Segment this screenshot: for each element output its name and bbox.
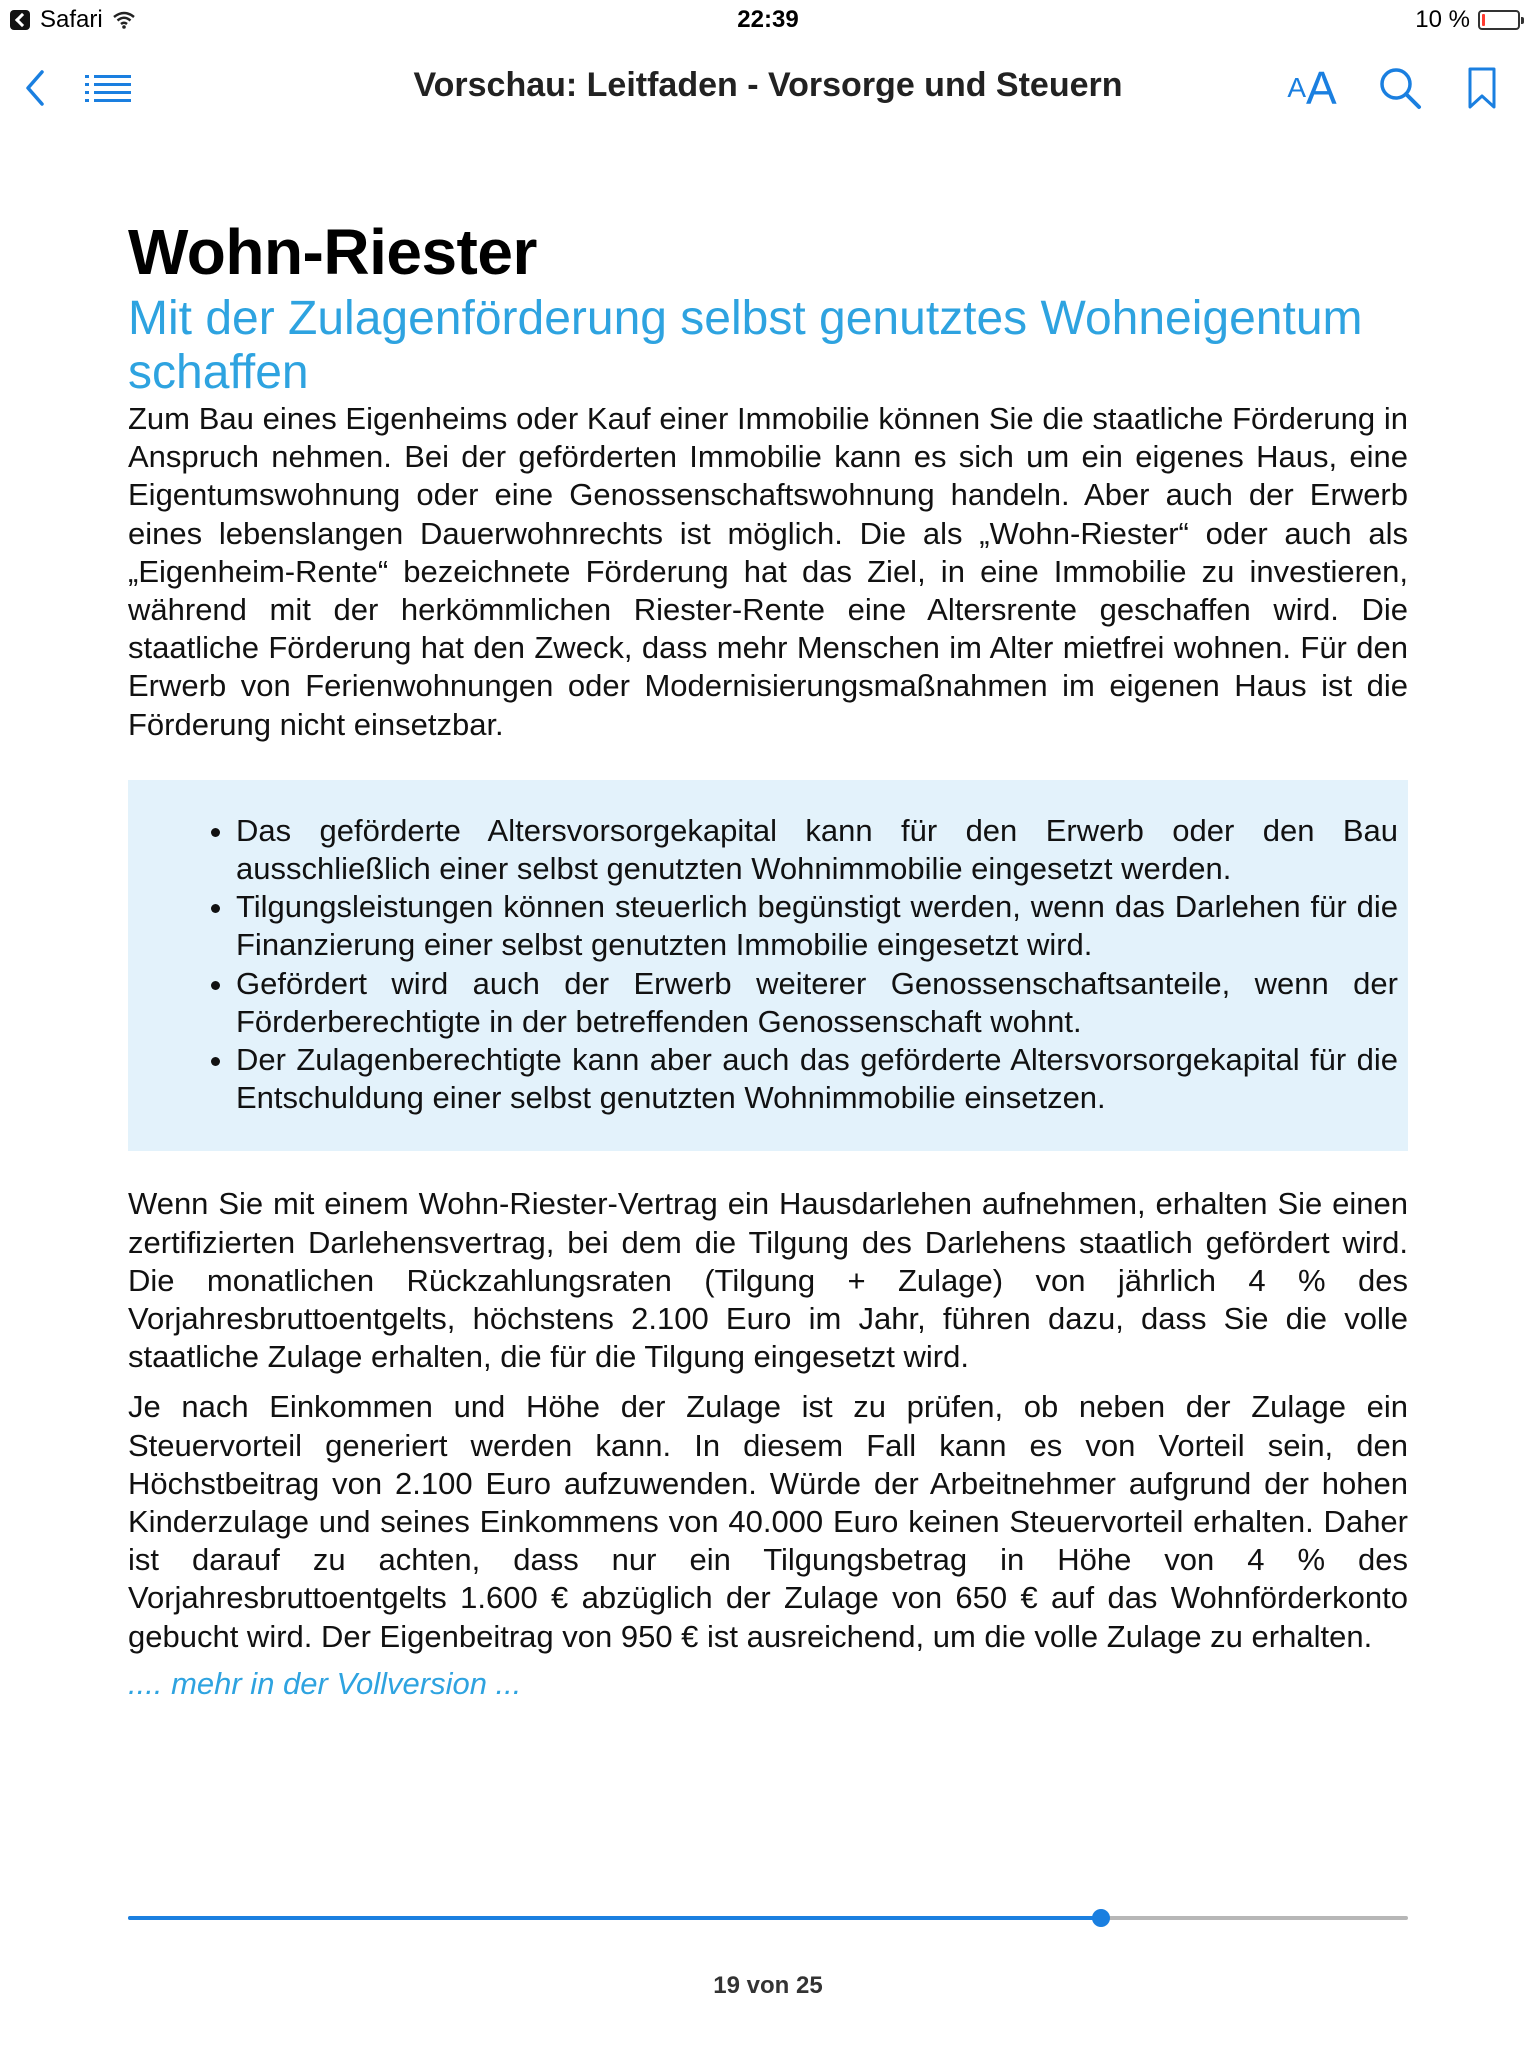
info-box — [128, 780, 1408, 1152]
search-button[interactable] — [1370, 58, 1430, 118]
article-title: Wohn-Riester — [128, 216, 537, 288]
bookmark-icon — [1468, 67, 1496, 109]
battery-status — [1415, 6, 1520, 34]
status-time: 22:39 — [737, 6, 799, 33]
article-subtitle: Mit der Zulagenförderung selbst genutztes Wohneigentum schaffen — [128, 292, 1363, 399]
body-paragraph: Je nach Einkommen und Höhe der Zulage ist zu prüfen, ob neben der Zulage ein Steuervorteil generiert werden kann. In diesem Fall kann es von Vorteil sein, den Höchstbeitrag von 2.100 Euro aufzuwenden. Würde der Arbeitnehmer aufgrund der hohen Kinderzulage und seines Einkommens von 40.000 Euro keinen Steuervorteil erhalten. Daher ist darauf zu achten, dass nur ein Tilgungsbetrag in Höhe von 4 % des Vorjahresbruttoentgelts 1.600 € abzüglich der Zulage von 650 € auf das Wohnförderkonto gebucht wird. Der Eigenbeitrag von 950 € ist ausreichend, um die volle Zulage zu erhalten. — [128, 1389, 1408, 1654]
font-size-small-label: A — [1287, 72, 1306, 103]
article — [128, 212, 1408, 1702]
battery-level — [1482, 14, 1485, 26]
page-progress-slider[interactable] — [128, 1906, 1408, 1930]
progress-fill — [128, 1916, 1101, 1920]
body-paragraph: Wenn Sie mit einem Wohn-Riester-Vertrag ein Hausdarlehen aufnehmen, erhalten Sie einen zertifizierten Darlehensvertrag, bei dem die Tilgung des Darlehens staatlich gefördert wird. Die monatlichen Rückzahlungsraten (Tilgung + Zulage) von jährlich 4 % des Vorjahresbruttoentgelts, höchstens 2.100 Euro im Jahr, führen dazu, dass Sie die volle staatliche Zulage erhalten, die für die Tilgung eingesetzt wird. — [128, 1186, 1408, 1375]
bullet-list — [168, 812, 1398, 1118]
font-size-large-label: A — [1306, 62, 1337, 114]
font-size-button[interactable] — [1272, 58, 1352, 118]
page-title: Vorschau: Leitfaden - Vorsorge und Steuern — [413, 66, 1123, 104]
list-item: • Das geförderte Altersvorsorgekapital kann für den Erwerb oder den Bau ausschließlich einer selbst genutzten Wohnimmobilie eingesetzt werden. — [236, 812, 1398, 888]
bookmark-button[interactable] — [1452, 58, 1512, 118]
navigation-bar — [0, 40, 1536, 130]
full-version-link[interactable]: .... mehr in der Vollversion ... — [128, 1665, 522, 1701]
status-bar — [0, 0, 1536, 40]
list-item: • Gefördert wird auch der Erwerb weiterer Genossenschaftsanteile, wenn der Förderberechtigte in der betreffenden Genossenschaft wohnt. — [236, 965, 1398, 1041]
back-app-label[interactable]: Safari — [40, 6, 103, 33]
intro-paragraph: Zum Bau eines Eigenheims oder Kauf einer Immobilie können Sie die staatliche Förderung in Anspruch nehmen. Bei der geförderten Immobilie kann es sich um ein eigenes Haus, eine Eigentumswohnung oder eine Genossenschaftswohnung handeln. Aber auch der Erwerb eines lebenslangen Dauerwohnrechts ist möglich. Die als „Wohn-Riester“ oder auch als „Eigenheim-Rente“ bezeichnete Förderung hat das Ziel, in eine Immobilie zu investieren, während mit der herkömmlichen Riester-Rente eine Altersrente geschaffen wird. Die staatliche Förderung hat den Zweck, dass mehr Menschen im Alter mietfrei wohnen. Für den Erwerb von Ferienwohnungen oder Modernisierungsmaßnahmen im eigenen Haus ist die Förderung nicht einsetzbar. — [128, 401, 1408, 742]
list-item: • Tilgungsleistungen können steuerlich begünstigt werden, wenn das Darlehen für die Finanzierung einer selbst genutzten Immobilie eingesetzt wird. — [236, 888, 1398, 964]
search-icon — [1378, 66, 1422, 110]
battery-icon — [1478, 10, 1520, 30]
battery-percent: 10 % — [1415, 6, 1470, 33]
list-item: • Der Zulagenberechtigte kann aber auch das geförderte Altersvorsorgekapital für die Entschuldung einer selbst genutzten Wohnimmobilie einsetzen. — [236, 1041, 1398, 1117]
page-indicator: 19 von 25 — [713, 1972, 823, 1999]
progress-handle[interactable] — [1092, 1909, 1110, 1927]
